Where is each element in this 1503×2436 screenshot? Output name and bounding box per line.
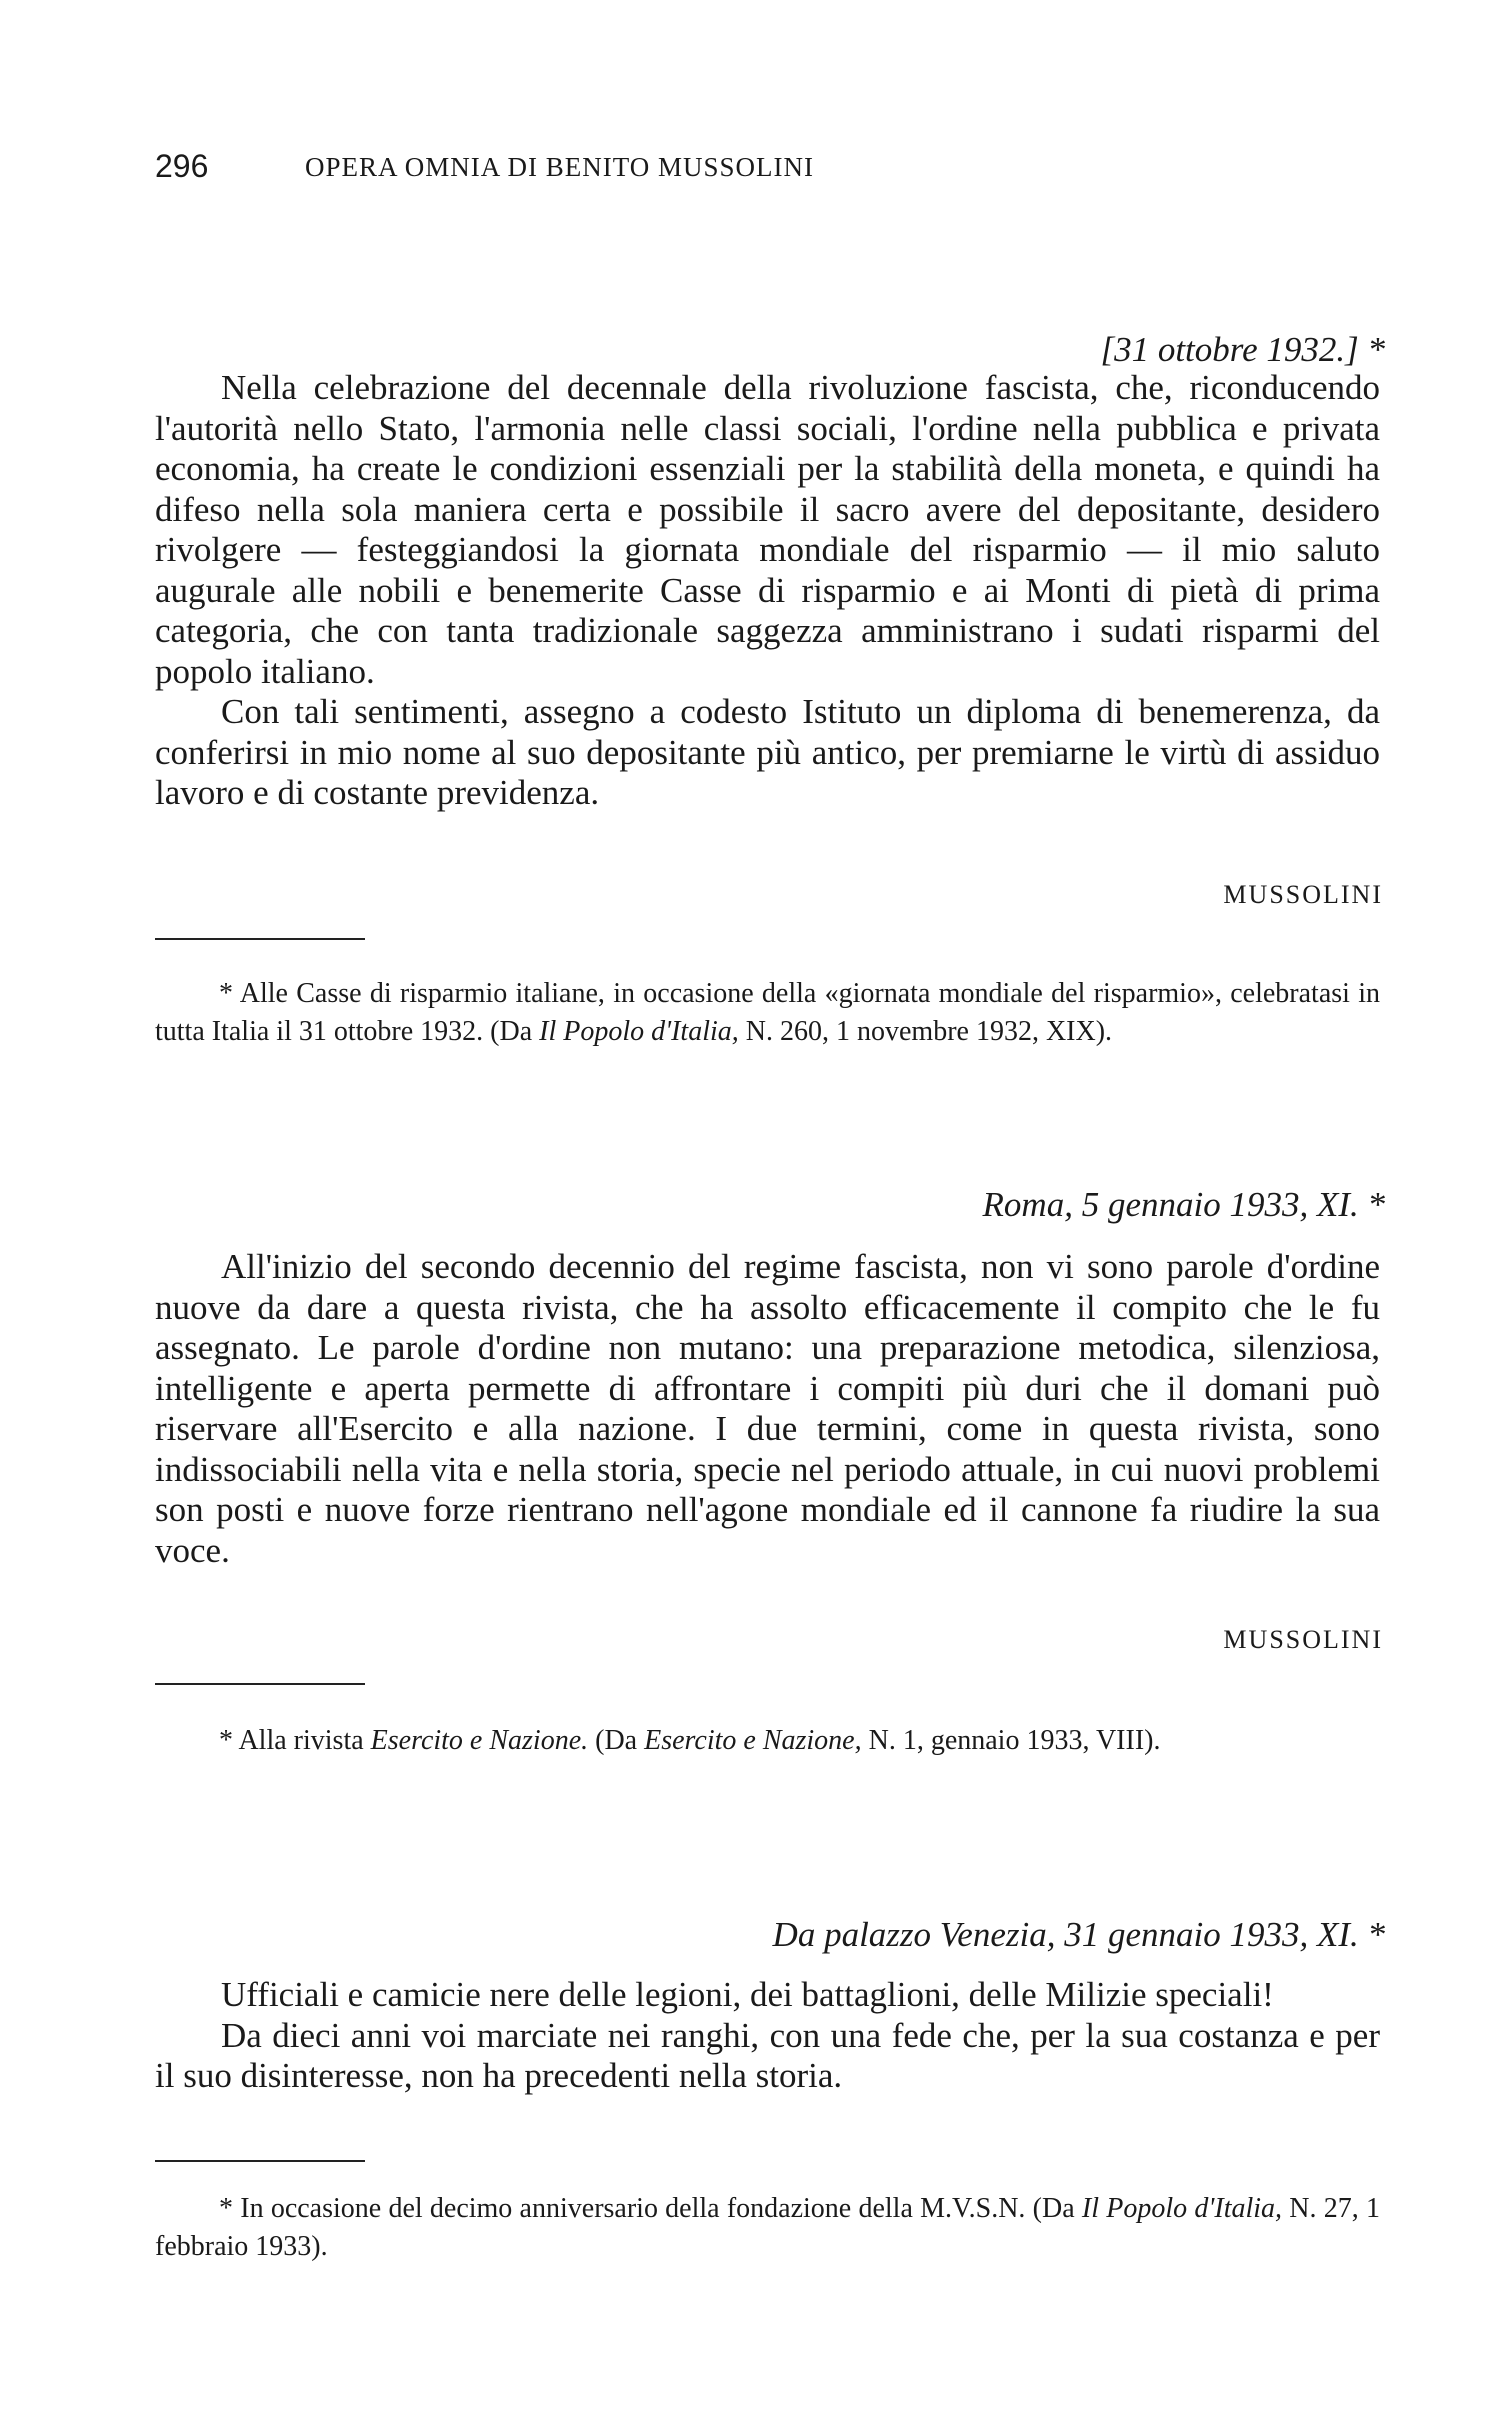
footnote-source-title: Il Popolo d'Italia, xyxy=(1081,2193,1283,2224)
footnote-source-title: Esercito e Nazione. xyxy=(370,1725,589,1756)
paragraph: Da dieci anni voi marciate nei ranghi, con una fede che, per la sua costanza e per il suo disinteresse, non ha precedenti nella storia. xyxy=(155,2015,1380,2095)
footnote-source-title: Il Popolo d'Italia, xyxy=(539,1016,739,1047)
footnote-text: N. 27, 1 febbraio 1933). xyxy=(155,2193,1380,2262)
footnote-text: N. 1, gennaio 1933, VIII). xyxy=(861,1725,1161,1756)
running-head: OPERA OMNIA DI BENITO MUSSOLINI xyxy=(305,152,815,182)
section-1-body xyxy=(155,368,1380,814)
paragraph: Nella celebrazione del decennale della rivoluzione fascista, che, riconducendo l'autorità nello Stato, l'armonia nelle classi sociali, l'ordine nella pubblica e privata economia, ha create le condizioni essenziali per la stabilità della moneta, e quindi ha difeso nella sola maniera certa e possibile il sacro avere del depositante, desidero rivolgere — festeggiandosi la giornata mondiale del risparmio — il mio saluto augurale alle nobili e benemerite Casse di risparmio e ai Monti di pietà di prima categoria, che con tanta tradizionale saggezza amministrano i sudati risparmi del popolo italiano. xyxy=(155,368,1380,691)
page-header xyxy=(155,148,1385,198)
footnote-3 xyxy=(155,2190,1380,2266)
paragraph: Con tali sentimenti, assegno a codesto Istituto un diploma di benemerenza, da conferirsi in mio nome al suo depositante più antico, per premiarne le virtù di assiduo lavoro e di costante previdenza. xyxy=(155,692,1380,812)
footnote-text: * Alla rivista xyxy=(219,1725,371,1756)
footnote-rule-1 xyxy=(155,938,365,940)
signature-1: MUSSOLINI xyxy=(1223,880,1383,909)
section-3-body xyxy=(155,1975,1380,2097)
footnote-text: (Da xyxy=(588,1725,645,1756)
footnote-rule-3 xyxy=(155,2160,365,2162)
paragraph: All'inizio del secondo decennio del regime fascista, non vi sono parole d'ordine nuove da dare a questa rivista, che ha assolto efficacemente il compito che le fu assegnato. Le parole d'ordine non mutano: una preparazione metodica, silenziosa, intelligente e aperta permette di affrontare i compiti più duri che il domani può riservare all'Esercito e alla nazione. I due termini, come in questa rivista, sono indissociabili nella vita e nella storia, specie nel periodo attuale, in cui nuovi problemi son posti e nuove forze rientrano nell'agone mondiale ed il cannone fa riudire la sua voce. xyxy=(155,1247,1380,1570)
footnote-1 xyxy=(155,975,1380,1051)
footnote-source-title: Esercito e Nazione, xyxy=(644,1725,862,1756)
footnote-rule-2 xyxy=(155,1683,365,1685)
footnote-text: N. 260, 1 novembre 1932, XIX). xyxy=(738,1016,1113,1047)
footnote-text: * Alle Casse di risparmio italiane, in occasione della «giornata mondiale del risparmio», celebratasi in tutta Italia il 31 ottobre 1932. (Da xyxy=(155,978,1380,1047)
footnote-text: * In occasione del decimo anniversario della fondazione della M.V.S.N. (Da xyxy=(219,2193,1082,2224)
paragraph: Ufficiali e camicie nere delle legioni, dei battaglioni, delle Milizie speciali! xyxy=(221,1975,1274,2014)
dateline-3: Da palazzo Venezia, 31 gennaio 1933, XI. * xyxy=(772,1915,1385,1954)
footnote-2 xyxy=(155,1722,1380,1760)
dateline-1: [31 ottobre 1932.] * xyxy=(1100,330,1385,369)
signature-2: MUSSOLINI xyxy=(1223,1625,1383,1654)
page-number: 296 xyxy=(155,148,209,184)
dateline-2: Roma, 5 gennaio 1933, XI. * xyxy=(982,1185,1385,1224)
section-2-body xyxy=(155,1247,1380,1571)
